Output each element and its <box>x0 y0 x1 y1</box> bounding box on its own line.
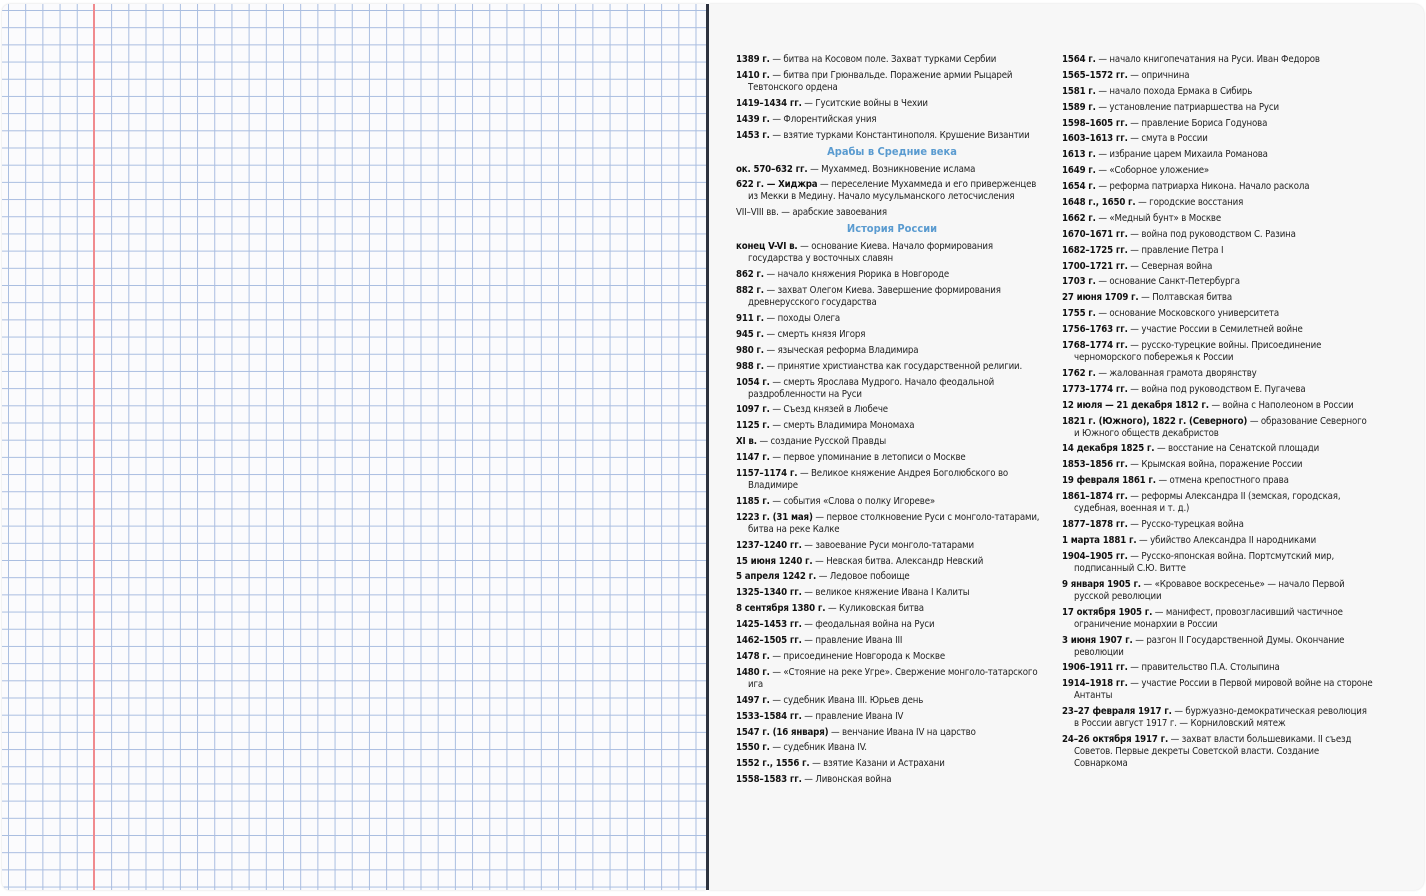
entry-text: — правление Петра I <box>1127 244 1224 256</box>
entry-text: — отмена крепостного права <box>1155 475 1289 487</box>
entry-date: 1703 г. <box>1062 276 1096 288</box>
entry-text: — правление Ивана III <box>801 635 903 647</box>
timeline-entry <box>736 587 1048 599</box>
entry-text: — участие России в Семилетней войне <box>1127 324 1303 336</box>
timeline-entry <box>1062 340 1374 364</box>
entry-text: — реформа патриарха Никона. Начало раскола <box>1095 181 1310 193</box>
timeline-entry <box>736 635 1048 647</box>
timeline-entry <box>1062 261 1374 273</box>
entry-text: — основание Киева. Начало формирования государства у восточных славян <box>748 241 993 265</box>
entry-date: 1147 г. <box>736 452 770 464</box>
entry-date: 27 июня 1709 г. <box>1062 292 1139 304</box>
entry-date: 17 октября 1905 г. <box>1062 606 1153 618</box>
entry-date: конец V-VI в. <box>736 241 798 253</box>
entry-text: — образование Северного и Южного обществ декабристов <box>1074 415 1367 439</box>
timeline-entry <box>1062 213 1374 225</box>
entry-date: 23–27 февраля 1917 г. <box>1062 706 1172 718</box>
entry-date: 1904–1905 гг. <box>1062 550 1128 562</box>
timeline-entry <box>736 556 1048 568</box>
entry-date: 1768–1774 гг. <box>1062 340 1128 352</box>
entry-text: — переселение Мухаммеда и его приверженцев из Мекки в Медину. Начало мусульманского летосчисления <box>748 179 1037 203</box>
entry-text: — первое столкновение Руси с монголо-татарами, битва на реке Калке <box>748 511 1040 535</box>
timeline-column-right <box>1062 54 1374 774</box>
entry-text: — Съезд князей в Любече <box>769 404 888 416</box>
entry-date: 1533–1584 гг. <box>736 710 802 722</box>
entry-date: 1603–1613 гг. <box>1062 133 1128 145</box>
entry-date: 1389 г. <box>736 54 770 65</box>
entry-date: 1550 г. <box>736 742 770 754</box>
timeline-entry <box>1062 54 1374 66</box>
timeline-entry <box>736 619 1048 631</box>
entry-date: 1682–1725 гг. <box>1062 244 1128 256</box>
timeline-entry <box>736 420 1048 432</box>
timeline-entry <box>1062 149 1374 161</box>
entry-date: 1762 г. <box>1062 367 1096 379</box>
timeline-entry <box>1062 197 1374 209</box>
entry-date: 24–26 октября 1917 г. <box>1062 734 1169 746</box>
entry-date: 1877–1878 гг. <box>1062 519 1128 531</box>
entry-date: 1700–1721 гг. <box>1062 260 1128 272</box>
entry-text: — война под руководством Е. Пугачева <box>1127 383 1306 395</box>
entry-date: 1410 г. <box>736 69 770 81</box>
timeline-entry <box>1062 70 1374 82</box>
entry-date: 8 сентября 1380 г. <box>736 603 826 615</box>
entry-text: — великое княжение Ивана I Калиты <box>801 587 970 599</box>
entry-text: — «Кровавое воскресенье» — начало Первой русской революции <box>1074 578 1345 602</box>
timeline-entry <box>1062 734 1374 770</box>
timeline-entry <box>736 651 1048 663</box>
entry-text: — Полтавская битва <box>1138 292 1232 304</box>
entry-text: — судебник Ивана IV. <box>769 742 867 754</box>
timeline-entry <box>1062 400 1374 412</box>
timeline-entry <box>736 540 1048 552</box>
entry-text: — завоевание Руси монголо-татарами <box>801 539 974 551</box>
entry-date: 1670–1671 гг. <box>1062 228 1128 240</box>
entry-text: — Флорентийская уния <box>769 113 877 125</box>
entry-text: — манифест, провозгласивший частичное ограничение монархии в России <box>1074 606 1343 630</box>
entry-date: 3 июня 1907 г. <box>1062 634 1133 646</box>
entry-text: — языческая реформа Владимира <box>763 344 919 356</box>
entry-text: — установление патриаршества на Руси <box>1095 101 1279 113</box>
entry-date: 1478 г. <box>736 650 770 662</box>
entry-text: — городские восстания <box>1135 197 1244 209</box>
entry-text: — правительство П.А. Столыпина <box>1127 662 1280 674</box>
entry-date: 1425–1453 гг. <box>736 619 802 631</box>
entry-date: 19 февраля 1861 г. <box>1062 475 1156 487</box>
timeline-entry <box>736 695 1048 707</box>
entry-text: — присоединение Новгорода к Москве <box>769 650 946 662</box>
entry-text: VII–VIII вв. — арабские завоевания <box>736 207 887 219</box>
entry-date: 1419–1434 гг. <box>736 97 802 109</box>
timeline-entry <box>736 436 1048 448</box>
entry-text: — Северная война <box>1127 260 1213 272</box>
entry-date: 1 марта 1881 г. <box>1062 534 1137 546</box>
entry-text: — смерть Ярослава Мудрого. Начало феодальной раздробленности на Руси <box>748 376 995 400</box>
entry-text: — восстание на Сенатской площади <box>1154 443 1320 455</box>
entry-text: — война под руководством С. Разина <box>1127 228 1296 240</box>
entry-date: 1497 г. <box>736 694 770 706</box>
timeline-entry <box>1062 165 1374 177</box>
timeline-entry <box>1062 133 1374 145</box>
timeline-entry <box>736 130 1048 142</box>
entry-date: 15 июня 1240 г. <box>736 555 813 567</box>
entry-date: 1097 г. <box>736 404 770 416</box>
entry-text: — убийство Александра II народниками <box>1136 534 1317 546</box>
timeline-entry <box>736 361 1048 373</box>
timeline-entry <box>1062 706 1374 730</box>
entry-text: — начало княжения Рюрика в Новгороде <box>763 269 950 281</box>
timeline-entry <box>736 313 1048 325</box>
timeline-entry <box>1062 324 1374 336</box>
entry-text: — битва на Косовом поле. Захват турками Сербии <box>769 54 997 65</box>
timeline-entry <box>736 404 1048 416</box>
entry-date: 911 г. <box>736 313 764 325</box>
entry-date: 1906–1911 гг. <box>1062 662 1128 674</box>
section-heading: Арабы в Средние века <box>827 144 957 158</box>
entry-text: — феодальная война на Руси <box>801 619 935 631</box>
timeline-entry <box>736 742 1048 754</box>
entry-date: 1755 г. <box>1062 308 1096 320</box>
entry-date: 882 г. <box>736 285 764 297</box>
entry-text: — венчание Ивана IV на царство <box>828 726 976 738</box>
entry-date: 5 апреля 1242 г. <box>736 571 817 583</box>
entry-text: — русско-турецкие войны. Присоединение черноморского побережья к России <box>1074 340 1322 364</box>
timeline-entry <box>1062 102 1374 114</box>
entry-text: — Невская битва. Александр Невский <box>812 555 984 567</box>
entry-date: 14 декабря 1825 г. <box>1062 443 1155 455</box>
timeline-entry <box>1062 416 1374 440</box>
entry-text: — опричнина <box>1127 69 1190 81</box>
section-heading: История России <box>846 222 938 236</box>
entry-date: 1125 г. <box>736 420 770 432</box>
entry-date: ок. 570–632 гг. <box>736 163 808 175</box>
entry-date: 1589 г. <box>1062 101 1096 113</box>
timeline-entry <box>736 468 1048 492</box>
entry-date: 1648 г., 1650 г. <box>1062 197 1136 209</box>
entry-text: — Крымская война, поражение России <box>1127 459 1303 471</box>
entry-date: 1773–1774 гг. <box>1062 383 1128 395</box>
entry-date: 1462–1505 гг. <box>736 635 802 647</box>
entry-text: — правление Бориса Годунова <box>1127 117 1268 129</box>
timeline-entry <box>736 711 1048 723</box>
timeline-entry <box>1062 308 1374 320</box>
timeline-entry <box>1062 579 1374 603</box>
entry-text: — начало книгопечатания на Руси. Иван Федоров <box>1095 54 1320 65</box>
entry-text: — смерть Владимира Мономаха <box>769 420 915 432</box>
entry-text: — создание Русской Правды <box>756 436 887 448</box>
timeline-entry <box>1062 635 1374 659</box>
timeline-entry <box>736 571 1048 583</box>
entry-text: — Великое княжение Андрея Боголюбского во Владимире <box>748 468 1009 492</box>
entry-text: — походы Олега <box>763 313 841 325</box>
entry-text: — реформы Александра II (земская, городская, судебная, военная и т. д.) <box>1074 491 1341 515</box>
entry-text: — смута в России <box>1127 133 1208 145</box>
timeline-entry <box>736 164 1048 176</box>
timeline-entry <box>1062 86 1374 98</box>
timeline-entry <box>736 758 1048 770</box>
timeline-entry <box>1062 475 1374 487</box>
entry-text: — «Соборное уложение» <box>1095 165 1210 177</box>
timeline-entry <box>1062 662 1374 674</box>
timeline-column-left <box>736 54 1048 790</box>
entry-date: 1054 г. <box>736 376 770 388</box>
timeline-entry <box>736 603 1048 615</box>
timeline-entry <box>1062 519 1374 531</box>
entry-text: — правление Ивана IV <box>801 710 904 722</box>
entry-date: 1613 г. <box>1062 149 1096 161</box>
timeline-entry <box>1062 459 1374 471</box>
entry-date: 1853–1856 гг. <box>1062 459 1128 471</box>
entry-date: 1237–1240 гг. <box>736 539 802 551</box>
entry-text: — начало похода Ермака в Сибирь <box>1095 85 1253 97</box>
entry-text: — Гуситские войны в Чехии <box>801 97 928 109</box>
entry-date: 12 июля — 21 декабря 1812 г. <box>1062 399 1209 411</box>
timeline-entry <box>1062 678 1374 702</box>
entry-text: — война с Наполеоном в России <box>1208 399 1354 411</box>
entry-text: — события «Слова о полку Игореве» <box>769 495 935 507</box>
entry-date: 980 г. <box>736 344 764 356</box>
timeline-entry <box>736 114 1048 126</box>
entry-date: 1223 г. (31 мая) <box>736 511 813 523</box>
entry-text: — принятие христианства как государственной религии. <box>763 360 1023 372</box>
entry-date: 862 г. <box>736 269 764 281</box>
entry-text: — судебник Ивана III. Юрьев день <box>769 694 924 706</box>
timeline-entry <box>736 377 1048 401</box>
entry-date: 1325–1340 гг. <box>736 587 802 599</box>
timeline-entry <box>736 285 1048 309</box>
entry-date: 1649 г. <box>1062 165 1096 177</box>
entry-date: 1756–1763 гг. <box>1062 324 1128 336</box>
timeline-entry <box>736 241 1048 265</box>
timeline-entry <box>736 667 1048 691</box>
timeline-entry <box>1062 551 1374 575</box>
entry-date: 1453 г. <box>736 129 770 141</box>
timeline-entry <box>1062 443 1374 455</box>
timeline-entry <box>1062 229 1374 241</box>
timeline-entry <box>1062 292 1374 304</box>
grid-page <box>2 4 706 890</box>
timeline-entry <box>1062 607 1374 631</box>
timeline-entry <box>1062 276 1374 288</box>
timeline-entry <box>1062 245 1374 257</box>
timeline-entry <box>736 98 1048 110</box>
timeline-entry <box>1062 535 1374 547</box>
timeline-entry <box>1062 491 1374 515</box>
entry-text: — жалованная грамота дворянству <box>1095 367 1257 379</box>
entry-date: 1558–1583 гг. <box>736 774 802 786</box>
entry-date: 945 г. <box>736 328 764 340</box>
entry-text: — «Стояние на реке Угре». Свержение монголо-татарского ига <box>748 666 1038 690</box>
entry-text: — Мухаммед. Возникновение ислама <box>807 163 976 175</box>
entry-text: — участие России в Первой мировой войне на стороне Антанты <box>1074 678 1373 702</box>
entry-text: — смерть князя Игоря <box>763 328 866 340</box>
timeline-entry <box>736 70 1048 94</box>
timeline-entry <box>736 329 1048 341</box>
entry-text: — основание Московского университета <box>1095 308 1280 320</box>
entry-text: — Русско-турецкая война <box>1127 519 1244 531</box>
entry-text: — Ледовое побоище <box>816 571 910 583</box>
entry-date: 1821 г. (Южного), 1822 г. (Северного) <box>1062 415 1248 427</box>
timeline-entry <box>1062 181 1374 193</box>
timeline-entry <box>1062 118 1374 130</box>
entry-text: — Куликовская битва <box>825 603 924 615</box>
entry-date: 1861–1874 гг. <box>1062 491 1128 503</box>
entry-text: — захват власти большевиками. II съезд Советов. Первые декреты Советской власти. Создание Совнаркома <box>1074 734 1352 770</box>
entry-date: 988 г. <box>736 360 764 372</box>
entry-date: XI в. <box>736 436 757 448</box>
entry-text: — основание Санкт-Петербурга <box>1095 276 1240 288</box>
entry-date: 1581 г. <box>1062 85 1096 97</box>
timeline-entry <box>736 269 1048 281</box>
entry-text: — Русско-японская война. Портсмутский мир, подписанный С.Ю. Витте <box>1074 550 1335 574</box>
entry-date: 1185 г. <box>736 495 770 507</box>
timeline-entry <box>736 496 1048 508</box>
entry-text: — захват Олегом Киева. Завершение формирования древнерусского государства <box>748 285 1001 309</box>
entry-text: — «Медный бунт» в Москве <box>1095 212 1221 224</box>
entry-date: 1565–1572 гг. <box>1062 69 1128 81</box>
timeline-entry <box>736 452 1048 464</box>
entry-date: 9 января 1905 г. <box>1062 578 1141 590</box>
entry-date: 1564 г. <box>1062 54 1096 65</box>
entry-text: — взятие турками Константинополя. Крушение Византии <box>769 129 1030 141</box>
entry-date: 1547 г. (16 января) <box>736 726 829 738</box>
timeline-entry <box>736 179 1048 203</box>
entry-date: 622 г. — Хиджра <box>736 179 818 191</box>
timeline-entry <box>736 54 1048 66</box>
entry-date: 1439 г. <box>736 113 770 125</box>
entry-date: 1914–1918 гг. <box>1062 678 1128 690</box>
entry-date: 1552 г., 1556 г. <box>736 758 810 770</box>
timeline-entry <box>736 345 1048 357</box>
entry-date: 1157–1174 г. <box>736 468 798 480</box>
entry-text: — Ливонская война <box>801 774 892 786</box>
timeline-entry <box>736 727 1048 739</box>
entry-text: — буржуазно-демократическая революция в России август 1917 г. — Корниловский мятеж <box>1074 706 1367 730</box>
entry-text: — битва при Грюнвальде. Поражение армии Рыцарей Тевтонского ордена <box>748 69 1013 93</box>
timeline-entry <box>736 774 1048 786</box>
timeline-entry <box>736 207 1048 219</box>
entry-date: 1598–1605 гг. <box>1062 117 1128 129</box>
margin-line <box>93 4 95 890</box>
entry-date: 1480 г. <box>736 666 770 678</box>
timeline-entry <box>1062 368 1374 380</box>
timeline-entry <box>1062 384 1374 396</box>
entry-text: — разгон II Государственной Думы. Окончание революции <box>1074 634 1345 658</box>
entry-text: — первое упоминание в летописи о Москве <box>769 452 966 464</box>
entry-text: — взятие Казани и Астрахани <box>809 758 945 770</box>
entry-text: — избрание царем Михаила Романова <box>1095 149 1268 161</box>
entry-date: 1654 г. <box>1062 181 1096 193</box>
entry-date: 1662 г. <box>1062 212 1096 224</box>
timeline-entry <box>736 512 1048 536</box>
